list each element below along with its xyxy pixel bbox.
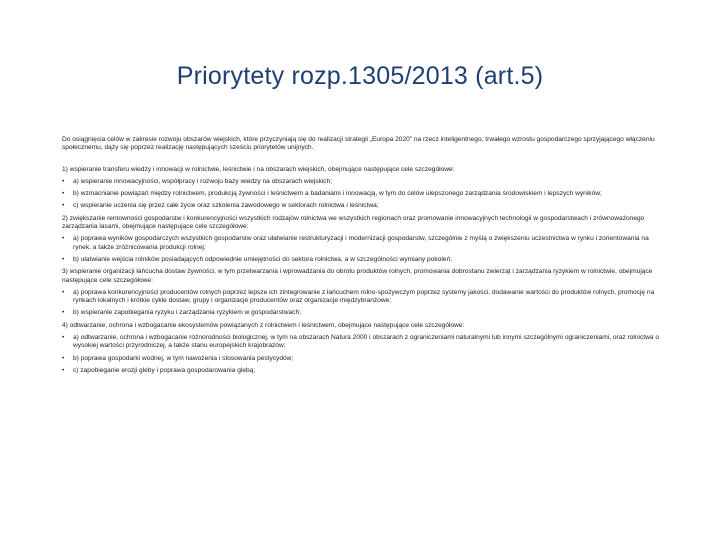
- document-body: [62, 136, 662, 379]
- section-heading: 4) odtwarzanie, ochrona i wzbogacanie ekosystemów powiązanych z rolnictwem i leśnictwem, obejmujące następujące cele szczegółowe:: [62, 321, 465, 329]
- list-item-text: c) zapobieganie erozji gleby i poprawa gospodarowania glebą;: [73, 366, 256, 374]
- list-item-text: a) wspieranie innowacyjności, współpracy i rozwoju bazy wiedzy na obszarach wiejskich;: [73, 177, 333, 185]
- list-item-text: a) poprawa wyników gospodarczych wszystkich gospodarstw oraz ułatwianie restrukturyzacji i modernizacji gospodarstw, szczególnie z myślą o zwiększeniu uczestnictwa w rynku i zorientowania na rynek, a także zróżnicowania produkcji rolnej;: [73, 235, 649, 251]
- bullet-icon: •: [62, 334, 65, 342]
- section-heading: 2) zwiększanie rentowności gospodarstw i konkurencyjności wszystkich rodzajów rolnictwa we wszystkich regionach oraz promowanie innowacyjnych technologii w gospodarstwach i zrównoważonego zarządzania lasami, obejmujące następujące cele szczegółowe:: [62, 214, 645, 231]
- bullet-icon: •: [62, 309, 65, 317]
- bullet-icon: •: [62, 177, 65, 185]
- bullet-icon: •: [62, 202, 65, 210]
- bullet-icon: •: [62, 255, 65, 263]
- list-item-text: a) poprawa konkurencyjności producentów rolnych poprzez lepsze ich zintegrowanie z łańcuchem rolno-spożywczym poprzez systemy jakości, dodawanie wartości do produktów rolnych, promocję na rynkach lokalnych i krótkie cykle dostaw, grupy i organizacje producentów oraz organizacje międzybranżowe;: [73, 288, 655, 305]
- list-item: [62, 309, 662, 317]
- intro-paragraph: Do osiągnięcia celów w zakresie rozwoju obszarów wiejskich, które przyczyniają się do realizacji strategii „Europa 2020” na rzecz inteligentnego, trwałego wzrostu gospodarczego sprzyjającego włączeniu społecznemu, dąży się poprzez realizację następujących sześciu priorytetów unijnych.: [62, 136, 655, 152]
- bullet-icon: •: [62, 288, 65, 296]
- bullet-icon: •: [62, 235, 65, 243]
- list-item-text: b) ułatwianie wejścia rolników posiadających odpowiednie umiejętności do sektora rolnictwa, a w szczególności wymiany pokoleń;: [73, 255, 452, 263]
- list-item: [62, 367, 662, 375]
- list-item-text: c) wspieranie uczenia się przez całe życie oraz szkolenia zawodowego w sektorach rolnictwa i leśnictwa;: [73, 202, 379, 210]
- list-item: [62, 334, 662, 351]
- section-heading: 3) wspieranie organizacji łańcucha dostaw żywności, w tym przetwarzania i wprowadzania do obrotu produktów rolnych, promowania dobrostanu zwierząt i zarządzania ryzykiem w rolnictwie, obejmujące następujące cele szczegółowe:: [62, 268, 653, 284]
- list-item: [62, 256, 662, 264]
- list-item: [62, 190, 662, 198]
- list-item-text: b) wzmacnianie powiązań między rolnictwem, produkcją żywności i leśnictwem a badaniami i innowacją, w tym do celów ulepszonego zarządzania środowiskiem i lepszych wyników;: [73, 190, 602, 198]
- list-item: [62, 178, 662, 186]
- list-item-text: b) wspieranie zapobiegania ryzyku i zarządzania ryzykiem w gospodarstwach;: [73, 309, 301, 317]
- page-title: Priorytety rozp.1305/2013 (art.5): [176, 62, 544, 90]
- list-item: [62, 289, 662, 306]
- bullet-icon: •: [62, 190, 65, 198]
- section-1: [62, 166, 662, 211]
- bullet-icon: •: [62, 354, 65, 362]
- section-heading: 1) wspieranie transferu wiedzy i innowacji w rolnictwie, leśnictwie i na obszarach wiejskich, obejmujące następujące cele szczegółowe:: [62, 165, 455, 173]
- list-item: [62, 202, 662, 210]
- list-item-text: a) odtwarzanie, ochrona i wzbogacanie różnorodności biologicznej, w tym na obszarach Natura 2000 i obszarach z ograniczeniami naturalnymi lub innymi szczególnymi ograniczeniami, oraz rolnictwa o wysokiej wartości przyrodniczej, a także stanu europejskich krajobrazów;: [73, 334, 660, 350]
- list-item: [62, 235, 662, 252]
- list-item: [62, 355, 662, 363]
- section-4: [62, 322, 662, 375]
- list-item-text: b) poprawa gospodarki wodnej, w tym nawożenia i stosowania pestycydów;: [73, 354, 294, 362]
- bullet-icon: •: [62, 366, 65, 374]
- section-2: [62, 215, 662, 264]
- section-3: [62, 268, 662, 317]
